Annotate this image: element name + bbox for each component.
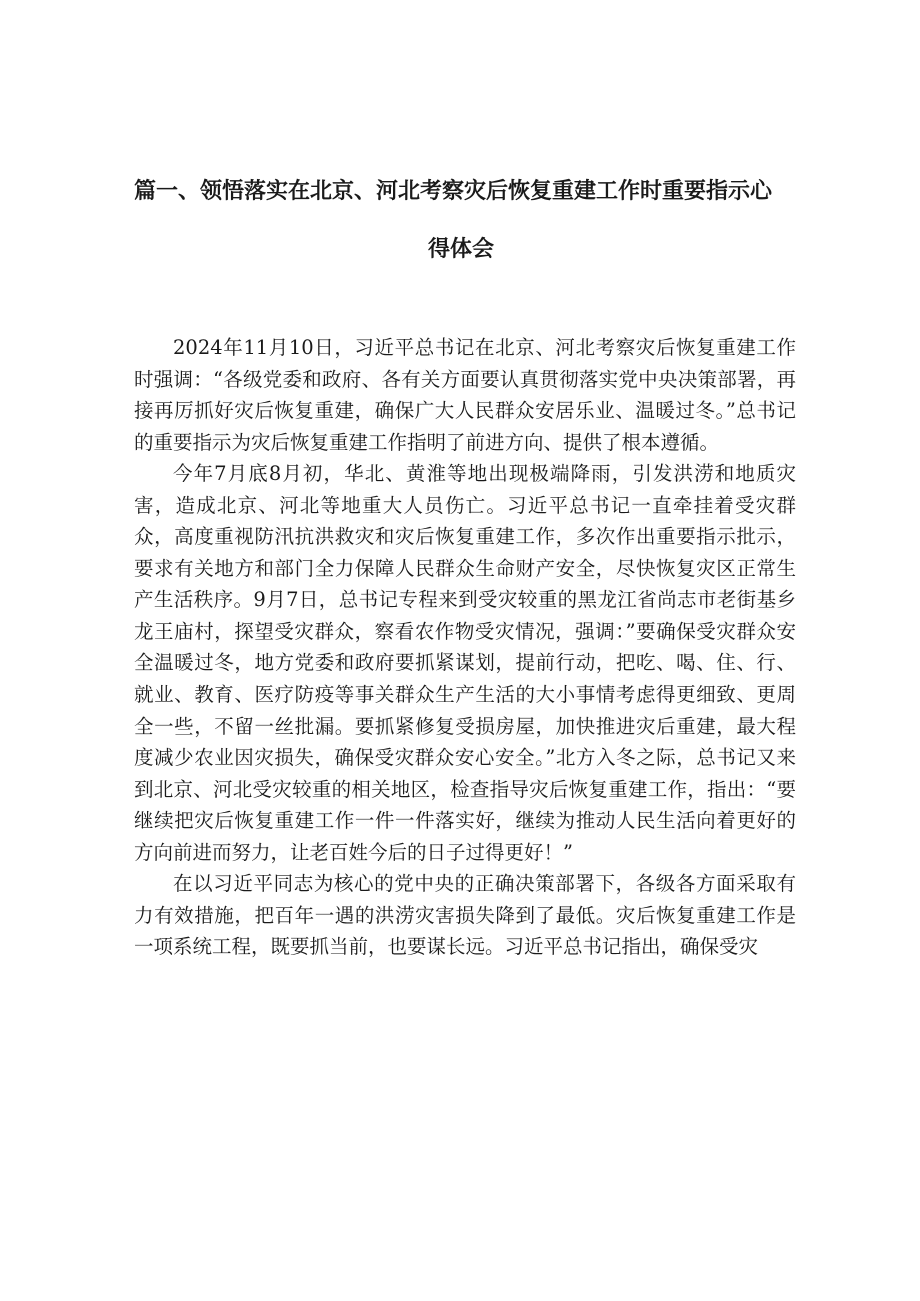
paragraph-2: 今年7月底8月初，华北、黄淮等地出现极端降雨，引发洪涝和地质灾害，造成北京、河北等地重大人员伤亡。习近平总书记一直牵挂着受灾群众，高度重视防汛抗洪救灾和灾后恢复重建工作，多次作出重要指示批示，要求有关地方和部门全力保障人民群众生命财产安全，尽快恢复灾区正常生产生活秩序。9月7日，总书记专程来到受灾较重的黑龙江省尚志市老街基乡龙王庙村，探望受灾群众，察看农作物受灾情况，强调：”要确保受灾群众安全温暖过冬，地方党委和政府要抓紧谋划，提前行动，把吃、喝、住、行、就业、教育、医疗防疫等事关群众生产生活的大小事情考虑得更细致、更周全一些，不留一丝批漏。要抓紧修复受损房屋，加快推进灾后重建，最大程度减少农业因灾损失，确保受灾群众安心安全。”北方入冬之际，总书记又来到北京、河北受灾较重的相关地区，检查指导灾后恢复重建工作，指出：“要继续把灾后恢复重建工作一件一件落实好，继续为推动人民生活向着更好的方向前进而努力，让老百姓今后的日子过得更好！”	[134, 462, 796, 864]
paragraph-1: 2024年11月10日，习近平总书记在北京、河北考察灾后恢复重建工作时强调：“各级党委和政府、各有关方面要认真贯彻落实党中央决策部署，再接再厉抓好灾后恢复重建，确保广大人民群众安居乐业、温暖过冬。”总书记的重要指示为灾后恢复重建工作指明了前进方向、提供了根本遵循。	[134, 336, 796, 454]
paragraph-3: 在以习近平同志为核心的党中央的正确决策部署下，各级各方面采取有力有效措施，把百年一遇的洪涝灾害损失降到了最低。灾后恢复重建工作是一项系统工程，既要抓当前，也要谋长远。习近平总书记指出，确保受灾	[134, 872, 796, 959]
document-title-line-1: 篇一、领悟落实在北京、河北考察灾后恢复重建工作时重要指示心	[134, 179, 773, 204]
document-body	[134, 332, 796, 963]
document-title-line-2: 得体会	[428, 237, 495, 262]
